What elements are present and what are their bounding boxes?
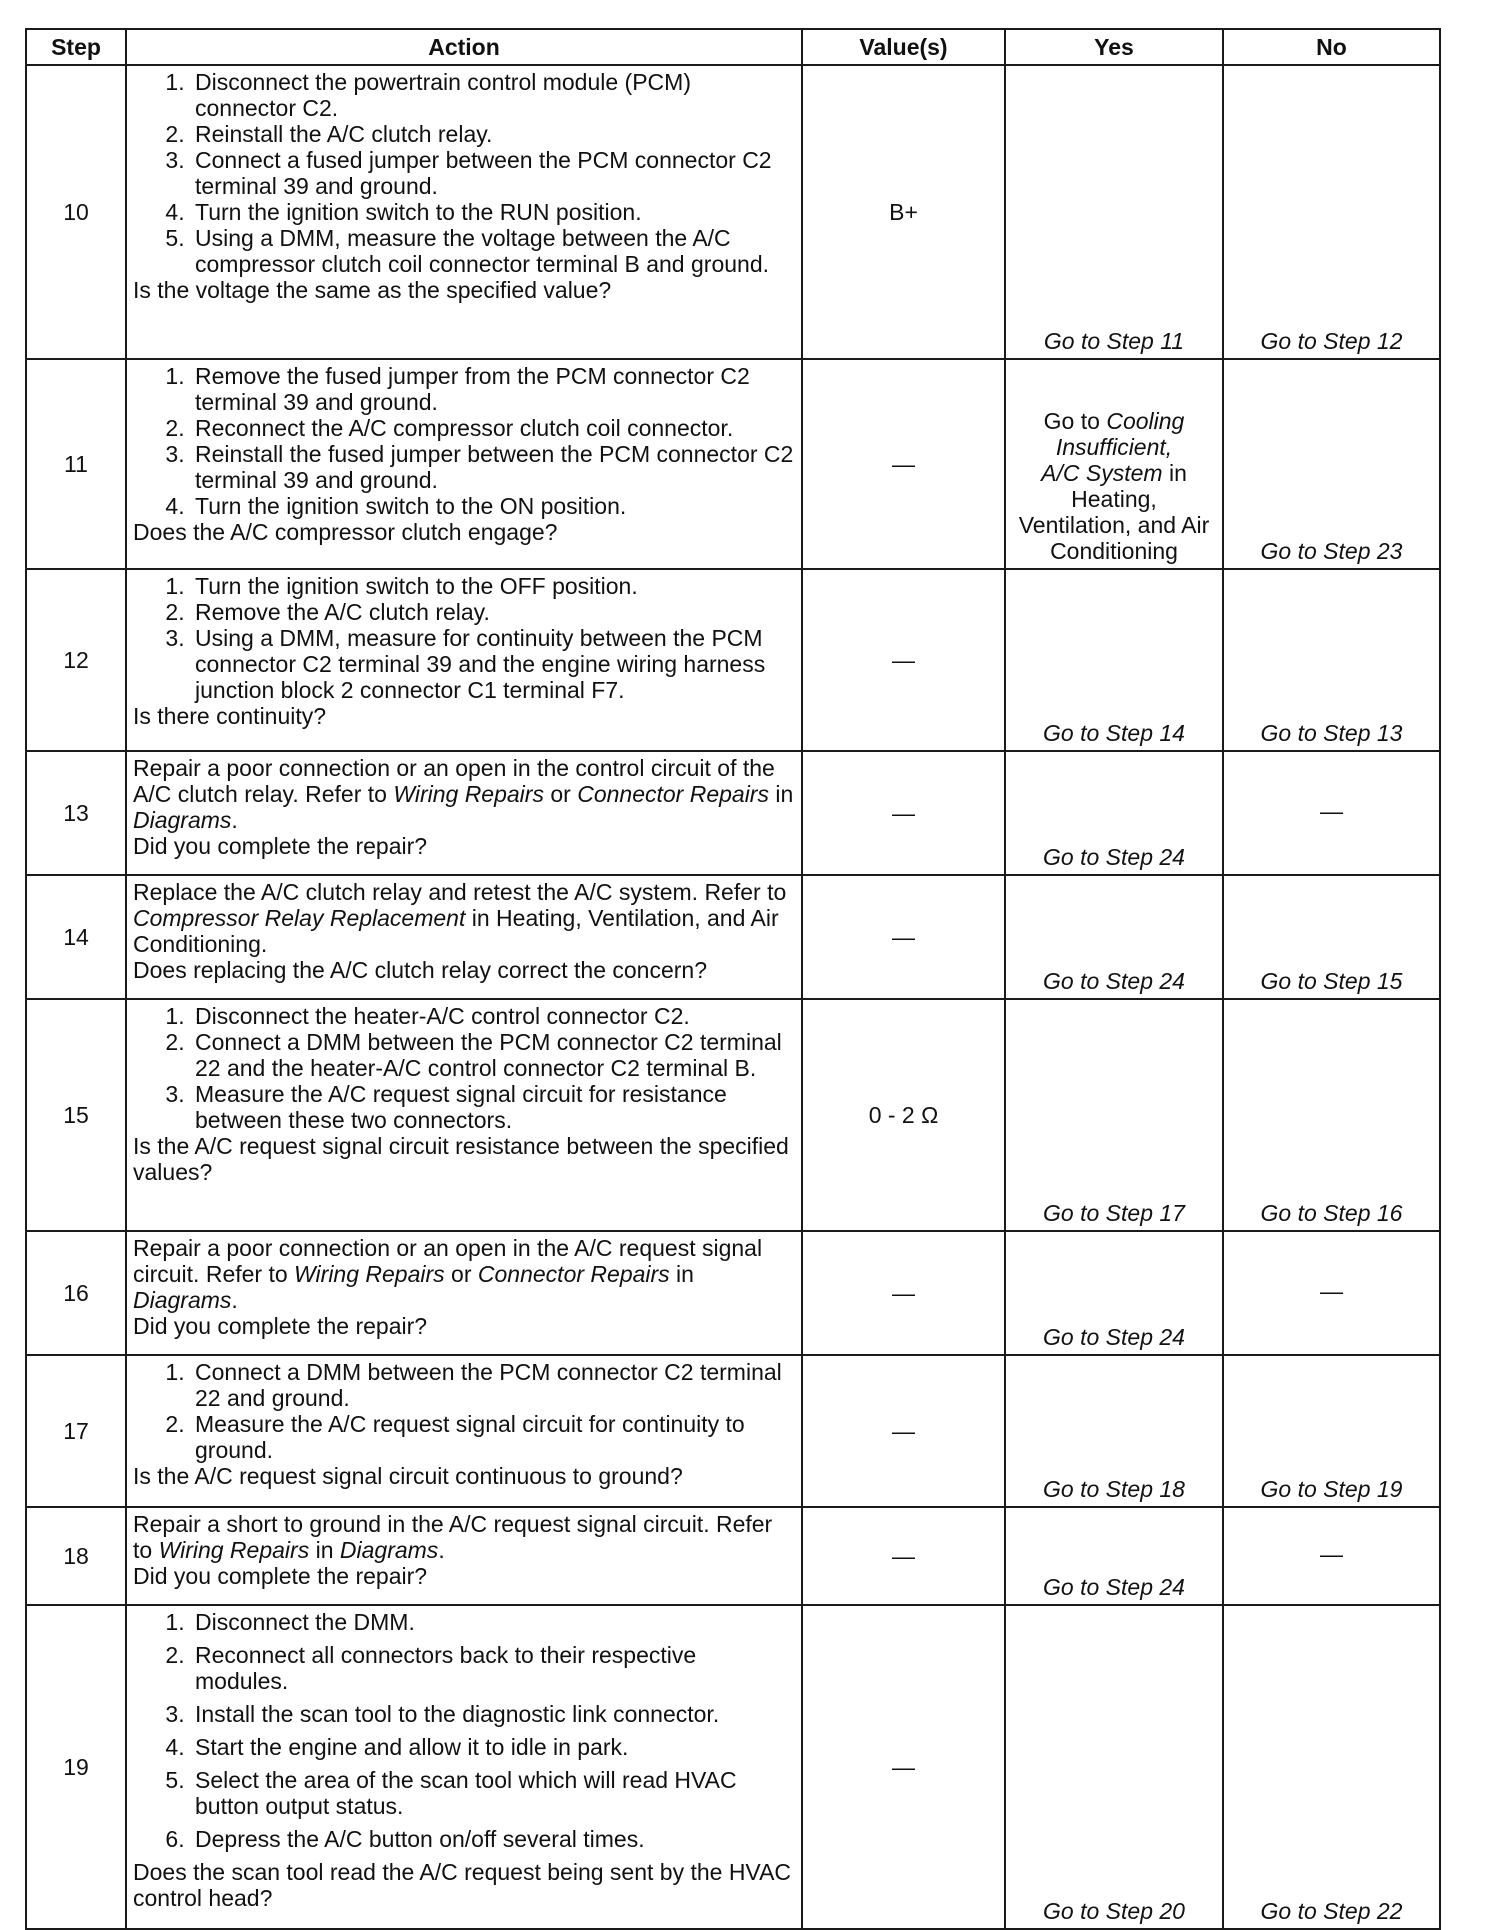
substep-item: 1. Remove the fused jumper from the PCM connector C2 terminal 39 and ground.	[191, 363, 795, 415]
reference-link-text: Wiring Repairs	[158, 1537, 310, 1563]
action-text: or	[444, 1261, 478, 1287]
yes-goto: Go to Step 24	[1043, 844, 1185, 870]
reference-link-text: Connector Repairs	[477, 1261, 670, 1287]
substep-item: 1. Disconnect the DMM.	[191, 1609, 795, 1635]
no-goto: Go to Step 13	[1260, 720, 1403, 746]
substep-item: 4. Start the engine and allow it to idle in park.	[191, 1734, 795, 1760]
step-question: Did you complete the repair?	[133, 1313, 428, 1339]
ref-link-cooling: Cooling Insufficient,	[1055, 408, 1185, 460]
step-number: 16	[26, 1231, 126, 1355]
table-row	[26, 999, 1440, 1231]
reference-link-text: Diagrams	[133, 807, 232, 833]
ref-suffix: Heating, Ventilation, and Air Conditioning	[1018, 486, 1210, 564]
table-row	[26, 751, 1440, 875]
substep-item: 2. Measure the A/C request signal circuit for continuity to ground.	[191, 1411, 795, 1463]
value-cell: —	[802, 569, 1005, 751]
yes-goto: Go to Step 17	[1043, 1200, 1185, 1226]
no-cell	[1223, 1355, 1440, 1507]
step-question: Does the A/C compressor clutch engage?	[133, 519, 558, 545]
no-cell	[1223, 1231, 1440, 1355]
no-goto: —	[1320, 1541, 1343, 1567]
yes-goto: Go to Step 11	[1043, 328, 1185, 354]
action-cell	[126, 1231, 802, 1355]
value-cell: B+	[802, 65, 1005, 359]
table-row	[26, 1355, 1440, 1507]
step-question: Does the scan tool read the A/C request being sent by the HVAC control head?	[133, 1859, 792, 1911]
no-goto: Go to Step 16	[1260, 1200, 1403, 1226]
no-goto: Go to Step 15	[1260, 968, 1403, 994]
substep-item: 4. Turn the ignition switch to the ON position.	[191, 493, 795, 519]
step-number: 10	[26, 65, 126, 359]
substep-item: 1. Disconnect the heater-A/C control connector C2.	[191, 1003, 795, 1029]
no-goto: Go to Step 19	[1260, 1476, 1403, 1502]
header-step: Step	[26, 29, 126, 65]
yes-reference	[1012, 408, 1216, 564]
table-row	[26, 875, 1440, 999]
reference-link-text: Connector Repairs	[577, 781, 769, 807]
diagnostic-table	[25, 28, 1441, 1930]
step-number: 12	[26, 569, 126, 751]
yes-goto: Go to Step 20	[1043, 1898, 1185, 1924]
action-text: Replace the A/C clutch relay and retest the A/C system. Refer to	[133, 879, 787, 905]
substep-list	[133, 573, 795, 703]
action-cell	[126, 751, 802, 875]
substep-item: 3. Connect a fused jumper between the PCM connector C2 terminal 39 and ground.	[191, 147, 795, 199]
step-question: Is the A/C request signal circuit resistance between the specified values?	[133, 1133, 789, 1185]
no-cell	[1223, 65, 1440, 359]
substep-item: 5. Select the area of the scan tool which will read HVAC button output status.	[191, 1767, 795, 1819]
no-goto: —	[1320, 1278, 1343, 1304]
header-values: Value(s)	[802, 29, 1005, 65]
no-cell	[1223, 1507, 1440, 1605]
table-row	[26, 569, 1440, 751]
ref-mid: in	[1168, 460, 1187, 486]
substep-list	[133, 1003, 795, 1133]
step-number: 19	[26, 1605, 126, 1929]
action-cell	[126, 999, 802, 1231]
step-question: Did you complete the repair?	[133, 833, 428, 859]
value-cell: —	[802, 1605, 1005, 1929]
substep-item: 2. Connect a DMM between the PCM connector C2 terminal 22 and the heater-A/C control connector C2 terminal B.	[191, 1029, 795, 1081]
step-number: 18	[26, 1507, 126, 1605]
action-text: Repair a poor connection or an open in the control circuit of the A/C clutch relay. Refer to	[133, 755, 775, 807]
substep-item: 5. Using a DMM, measure the voltage between the A/C compressor clutch coil connector terminal B and ground.	[191, 225, 795, 277]
yes-goto: Go to Step 14	[1043, 720, 1185, 746]
step-number: 17	[26, 1355, 126, 1507]
value-cell: —	[802, 875, 1005, 999]
step-question: Does replacing the A/C clutch relay correct the concern?	[133, 957, 708, 983]
substep-item: 1. Turn the ignition switch to the OFF position.	[191, 573, 795, 599]
yes-cell	[1005, 751, 1223, 875]
no-cell	[1223, 751, 1440, 875]
yes-cell	[1005, 1231, 1223, 1355]
step-number: 11	[26, 359, 126, 569]
header-yes: Yes	[1005, 29, 1223, 65]
header-row	[26, 29, 1440, 65]
step-number: 13	[26, 751, 126, 875]
no-cell	[1223, 875, 1440, 999]
substep-item: 3. Install the scan tool to the diagnostic link connector.	[191, 1701, 795, 1727]
no-cell	[1223, 999, 1440, 1231]
no-goto: Go to Step 12	[1260, 328, 1403, 354]
substep-item: 3. Measure the A/C request signal circuit for resistance between these two connectors.	[191, 1081, 795, 1133]
no-cell	[1223, 359, 1440, 569]
substep-list	[133, 1609, 795, 1852]
no-goto: Go to Step 23	[1260, 538, 1403, 564]
substep-item: 1. Disconnect the powertrain control module (PCM) connector C2.	[191, 69, 795, 121]
action-cell	[126, 1507, 802, 1605]
no-goto: —	[1320, 798, 1343, 824]
yes-cell	[1005, 569, 1223, 751]
no-cell	[1223, 1605, 1440, 1929]
yes-goto: Go to Step 24	[1043, 968, 1185, 994]
reference-link-text: Diagrams	[133, 1287, 232, 1313]
yes-cell	[1005, 359, 1223, 569]
table-row	[26, 359, 1440, 569]
step-question: Did you complete the repair?	[133, 1563, 428, 1589]
substep-list	[133, 363, 795, 519]
no-cell	[1223, 569, 1440, 751]
action-cell	[126, 875, 802, 999]
yes-goto: Go to Step 24	[1043, 1324, 1185, 1350]
action-paragraph	[133, 1511, 795, 1563]
action-cell	[126, 65, 802, 359]
reference-link-text: Wiring Repairs	[393, 781, 544, 807]
substep-list	[133, 1359, 795, 1463]
action-text: in Heating, Ventilation, and Air Conditioning.	[133, 905, 779, 957]
substep-item: 4. Turn the ignition switch to the RUN position.	[191, 199, 795, 225]
substep-item: 2. Remove the A/C clutch relay.	[191, 599, 795, 625]
ref-link-ac-system: A/C System	[1041, 460, 1163, 486]
value-cell: —	[802, 1507, 1005, 1605]
step-number: 15	[26, 999, 126, 1231]
action-text: .	[231, 807, 238, 833]
action-text: .	[438, 1537, 445, 1563]
yes-goto: Go to Step 18	[1043, 1476, 1185, 1502]
substep-list	[133, 69, 795, 277]
reference-link-text: Compressor Relay Replacement	[133, 905, 466, 931]
value-cell: —	[802, 751, 1005, 875]
step-question: Is the voltage the same as the specified value?	[133, 277, 612, 303]
action-cell	[126, 569, 802, 751]
yes-cell	[1005, 1355, 1223, 1507]
yes-cell	[1005, 875, 1223, 999]
substep-item: 3. Reinstall the fused jumper between the PCM connector C2 terminal 39 and ground.	[191, 441, 795, 493]
action-paragraph	[133, 879, 795, 957]
yes-cell	[1005, 1605, 1223, 1929]
action-paragraph	[133, 1235, 795, 1313]
action-paragraph	[133, 755, 795, 833]
step-number: 14	[26, 875, 126, 999]
value-cell: —	[802, 359, 1005, 569]
value-cell: —	[802, 1355, 1005, 1507]
action-text: in	[768, 781, 794, 807]
step-question: Is there continuity?	[133, 703, 327, 729]
step-question: Is the A/C request signal circuit continuous to ground?	[133, 1463, 683, 1489]
yes-cell	[1005, 999, 1223, 1231]
header-no: No	[1223, 29, 1440, 65]
no-goto: Go to Step 22	[1260, 1898, 1403, 1924]
yes-cell	[1005, 1507, 1223, 1605]
table-row	[26, 65, 1440, 359]
yes-goto: Go to Step 24	[1043, 1574, 1185, 1600]
substep-item: 2. Reconnect the A/C compressor clutch coil connector.	[191, 415, 795, 441]
action-text: Repair a poor connection or an open in the A/C request signal circuit. Refer to	[133, 1235, 763, 1287]
reference-link-text: Wiring Repairs	[294, 1261, 445, 1287]
action-cell	[126, 359, 802, 569]
action-text: Repair a short to ground in the A/C request signal circuit. Refer to	[133, 1511, 773, 1563]
table-row	[26, 1231, 1440, 1355]
action-text: in	[669, 1261, 694, 1287]
table-row	[26, 1507, 1440, 1605]
action-text: .	[231, 1287, 238, 1313]
action-text: in	[309, 1537, 340, 1563]
header-action: Action	[126, 29, 802, 65]
substep-item: 6. Depress the A/C button on/off several times.	[191, 1826, 795, 1852]
substep-item: 3. Using a DMM, measure for continuity between the PCM connector C2 terminal 39 and the engine wiring harness junction block 2 connector C1 terminal F7.	[191, 625, 795, 703]
ref-prefix: Go to	[1043, 408, 1100, 434]
value-cell: —	[802, 1231, 1005, 1355]
substep-item: 2. Reinstall the A/C clutch relay.	[191, 121, 795, 147]
reference-link-text: Diagrams	[339, 1537, 439, 1563]
action-text: or	[543, 781, 578, 807]
action-cell	[126, 1605, 802, 1929]
yes-cell	[1005, 65, 1223, 359]
action-cell	[126, 1355, 802, 1507]
table-row	[26, 1605, 1440, 1929]
value-cell: 0 - 2 Ω	[802, 999, 1005, 1231]
substep-item: 1. Connect a DMM between the PCM connector C2 terminal 22 and ground.	[191, 1359, 795, 1411]
table-body	[26, 65, 1440, 1929]
substep-item: 2. Reconnect all connectors back to their respective modules.	[191, 1642, 795, 1694]
